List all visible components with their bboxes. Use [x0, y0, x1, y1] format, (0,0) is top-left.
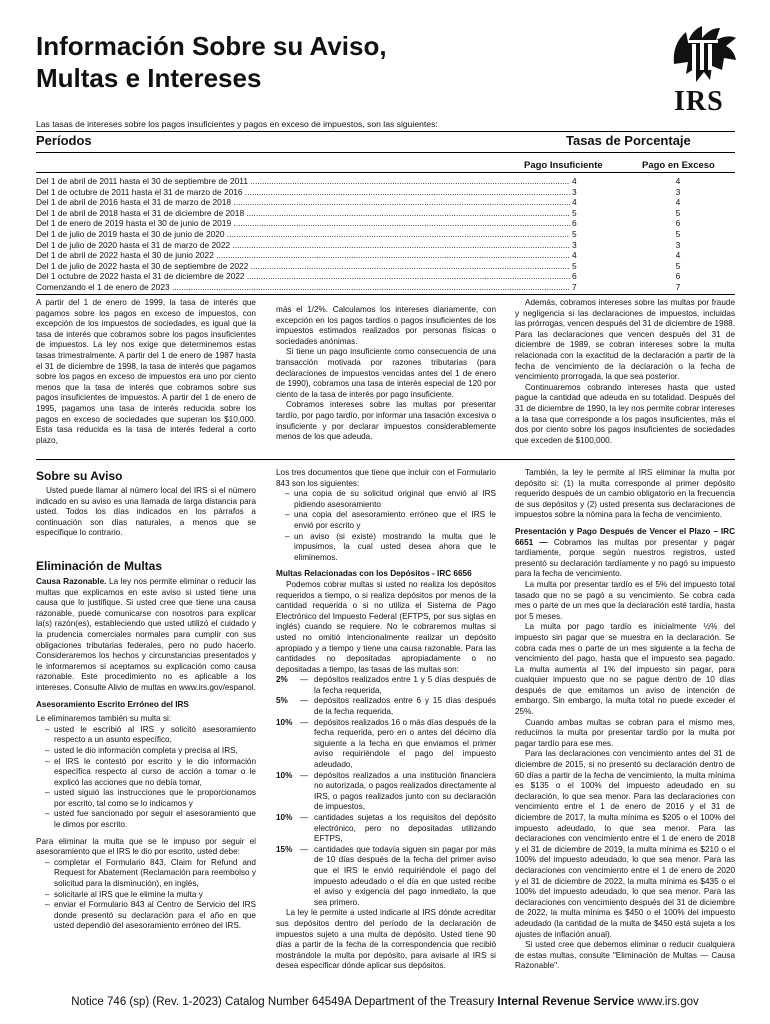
- period-cell: Del 1 de abril de 2022 hasta el 30 de junio 2022 .....: [36, 250, 570, 261]
- rate-text: depósitos realizados 16 o más días después de la fecha requerida, pero en o antes del décimo día siguiente a la fecha en que enviamos el primer aviso requiriéndole el pago del impuesto adeudado,: [314, 717, 496, 770]
- page-title: [36, 30, 556, 94]
- sobre-text: [36, 486, 256, 539]
- overpayment-rate: 4: [675, 250, 681, 261]
- section-heading: Sobre su Aviso: [36, 469, 123, 483]
- title-line-2: Multas e Intereses: [36, 63, 262, 93]
- underpayment-rate: 4: [570, 250, 608, 261]
- divider: [36, 459, 735, 460]
- bullet-list: [36, 858, 256, 932]
- paragraph: Podemos cobrar multas si usted no realiza los depósitos requeridos a tiempo, o si realiza depósitos por menos de la cantidad requerida o si no utiliza el Sistema de Pago Electrónico del Impuesto Federal (EFTPS, por sus siglas en inglés) cuando se requiere. No le cobraremos multas si usted no omitió intencionalmente realizar un depósito apropiado y a tiempo y tiene una causa razonable. Para las cantidades no depositadas apropiadamente o no depositadas a tiempo, las tasas de las multas son:: [276, 579, 496, 674]
- paragraph: La multa por presentar tardío es el 5% del impuesto total tasado que no se pagó a su vencimiento. Se cobra cada mes o parte de un mes que la declaración esté tardía, hasta por 5 meses.: [515, 579, 735, 621]
- paragraph: Si tiene un pago insuficiente como consecuencia de una transacción motivada por razones tributarias (para declaraciones de impuestos vencidas antes del 1 de enero de 1990), cobramos una tasa de interés especial de 120 por ciento de la tasa de interés por pago insuficiente.: [276, 347, 496, 399]
- website-link[interactable]: www.irs.gov: [637, 996, 699, 1008]
- period-cell: Del 1 de julio de 2022 hasta el 30 de septiembre de 2022 .....: [36, 261, 570, 272]
- rate-percent: 2%: [276, 675, 288, 685]
- paragraph: Cuando ambas multas se cobran para el mismo mes, reducimos la multa por presentar tardío por la multa por pagar tardío para ese mes.: [515, 717, 735, 748]
- overpayment-rate: 3: [675, 239, 681, 250]
- divider: [36, 152, 735, 153]
- paragraph: Si usted cree que debemos eliminar o reducir cualquiera de estas multas, consulte "Eliminación de Multas — Causa Razonable".: [515, 940, 735, 971]
- overpayment-rate: 4: [675, 197, 681, 208]
- interest-column-3: [515, 298, 735, 446]
- eagle-icon: [666, 24, 742, 86]
- list-item: – usted fue sancionado por seguir el asesoramiento que le dimos por escrito.: [54, 809, 256, 830]
- period-cell: Comenzando el 1 de enero de 2023 .....: [36, 282, 570, 293]
- rate-row: [36, 218, 735, 229]
- periods-header: Períodos: [36, 133, 92, 148]
- paragraph: Cobramos intereses sobre las multas por presentar tardío, por pago tardío, por informar una tasación excesiva o insuficiente y por declarar impuestos considerablemente menos de los que adeuda.: [276, 400, 496, 442]
- period-cell: Del 1 de abril de 2011 hasta el 30 de septiembre de 2011 .....: [36, 176, 570, 187]
- underpayment-rate: 4: [570, 197, 608, 208]
- overpayment-rate: 5: [675, 207, 681, 218]
- rate-row: [36, 197, 735, 208]
- paragraph-text: Cobramos las multas por presentar y pagar tardíamente, porque según nuestros registros, usted presentó su declaración tardíamente y no pagó su impuesto para la fecha de vencimiento.: [515, 537, 735, 579]
- underpayment-rate: 5: [570, 229, 608, 240]
- paragraph: más el 1/2%. Calculamos los intereses diariamente, con excepción en los pagos tardíos o pagos insuficientes de los impuestos estimados realizados por personas físicas o sociedades anónimas.: [276, 305, 496, 346]
- late-filing-column: [515, 468, 735, 972]
- rate-row: [36, 282, 735, 293]
- underpayment-rate: 5: [570, 261, 608, 272]
- rate-row: [36, 271, 735, 282]
- rate-percent: 5%: [276, 696, 288, 706]
- section-heading: Eliminación de Multas: [36, 559, 163, 573]
- subheading: Asesoramiento Escrito Erróneo del IRS: [36, 699, 189, 709]
- footer: [0, 996, 770, 1008]
- paragraph: Usted puede llamar al número local del IRS si el número indicado en su aviso es una llamada de larga distancia para usted. Todos los días indicados en los párrafos a continuación son días naturales, a menos que se especifique lo contrario.: [36, 486, 256, 538]
- rate-row: [36, 229, 735, 240]
- paragraph: Además, cobramos intereses sobre las multas por fraude y negligencia si las declaraciones de impuestos, incluidas las prórrogas, vencen después del 31 de diciembre de 1988. Para las declaraciones que vencen después del 31 de diciembre de 1989, se cobran intereses sobre la multa relacionada con la exactitud de la declaración a partir de la fecha de vencimiento de la declaración o la fecha de vencimiento prorrogada, la que sea posterior.: [515, 298, 735, 382]
- overpayment-rate: 7: [675, 281, 681, 292]
- paragraph: La multa por pago tardío es inicialmente ½% del impuesto sin pagar que se muestra en la declaración. Se cobra cada mes o parte de un mes siguiente a la fecha de vencimiento del pago, hasta que el impuesto sea pagado. La multa aumenta al 1% del impuesto sin pagar, para cualquier impuesto que no se pague dentro de 10 días después de que emitamos un aviso de intención de embargo. Sin embargo, la multa total no puede exceder el 25%.: [515, 622, 735, 717]
- irs-eagle-logo: [666, 24, 742, 116]
- period-cell: Del 1 de octubre de 2011 hasta el 31 de marzo de 2016 .....: [36, 187, 570, 198]
- reasonable-cause-text: La ley nos permite eliminar o reducir las multas que explicamos en este aviso si usted tiene una causa que lo justifique. Si usted cree que tiene una causa razonable, puede comunicarse con nosotros para explicar la(s) razón(es), estableciendo que usted utilizó el cuidado y la prudencia comerciales normales para cumplir con sus obligaciones tributarias federales, pero no pudo hacerlo. Consideraremos los hechos y circunstancias presentados y le informaremos si aceptamos su explicación como causa razonable. Este procedimiento no es aplicable a los intereses. Consulte Alivio de multas en www.irs.gov/espanol.: [36, 577, 256, 692]
- paragraph: Continuaremos cobrando intereses hasta que usted pague la cantidad que adeuda en su totalidad. Después del 31 de diciembre de 1990, la ley nos permite cobrar intereses a la tasa que corresponde a los pagos insuficientes, más el dos por ciento sobre los pagos insuficientes de sociedades que exceden de $100,000.: [515, 382, 735, 445]
- rate-dash: —: [300, 717, 309, 727]
- paragraph: La ley le permite a usted indicarle al IRS dónde acreditar sus depósitos dentro del período de la declaración de impuestos sujeto a una multa de depósito. Usted tiene 90 días a partir de la fecha de la correspondencia que recibió mostrándole la multa por depósito, para avisarle al IRS si desea especificar dónde aplicar sus depósitos.: [276, 908, 496, 971]
- list-item: – solicitarle al IRS que le elimine la multa y: [54, 890, 256, 901]
- overpayment-rate: 5: [675, 260, 681, 271]
- rates-header: Tasas de Porcentaje: [566, 133, 691, 148]
- list-item: – un aviso (si existe) mostrando la multa que le impusimos, la cual usted desea ahora que le eliminemos.: [294, 532, 496, 564]
- rate-percent: 10%: [276, 813, 293, 822]
- list-item: – una copia de su solicitud original que envió al IRS pidiendo asesoramiento: [294, 489, 496, 510]
- paragraph: [515, 527, 735, 580]
- subheading: Multas Relacionadas con los Depósitos - IRC 6656: [276, 569, 472, 579]
- rate-dash: —: [300, 844, 309, 854]
- agency-name: Internal Revenue Service: [497, 996, 635, 1008]
- paragraph: Le eliminaremos también su multa si:: [36, 714, 172, 724]
- elimination-column: [36, 577, 256, 932]
- rate-row: [36, 240, 735, 251]
- reasonable-cause-label: Causa Razonable.: [36, 577, 107, 586]
- title-line-1: Información Sobre su Aviso,: [36, 31, 387, 61]
- paragraph: Para eliminar la multa que se le impuso por seguir el asesoramiento que el IRS le dio por escrito, usted debe:: [36, 836, 256, 857]
- period-cell: Del 1 de abril de 2016 hasta el 31 de marzo de 2018 .....: [36, 197, 570, 208]
- divider: [36, 131, 735, 132]
- bullet-list: [276, 489, 496, 563]
- overpayment-rate: 4: [675, 176, 681, 186]
- divider: [36, 294, 735, 295]
- period-cell: Del 1 de enero de 2019 hasta el 30 de junio de 2019 .....: [36, 218, 570, 229]
- overpayment-rate: 6: [675, 271, 681, 282]
- rate-percent: 10%: [276, 770, 293, 780]
- notice-number: Notice 746 (sp) (Rev. 1-2023) Catalog Number 64549A Department of the Treasury: [71, 996, 495, 1008]
- rate-text: depósitos realizados entre 1 y 5 días después de la fecha requerida,: [314, 675, 496, 695]
- overpayment-column-header: Pago en Exceso: [642, 160, 715, 171]
- subheading: Presentación y Pago Después de Vencer el Plazo – IRC 6651 —: [515, 526, 735, 547]
- rate-percent: 15%: [276, 844, 293, 854]
- intro-text: Las tasas de intereses sobre los pagos insuficientes y pagos en exceso de impuestos, son las siguientes:: [36, 119, 438, 129]
- deposits-column: [276, 468, 496, 972]
- rate-row: [36, 208, 735, 219]
- list-item: – usted le dio información completa y precisa al IRS,: [54, 746, 256, 757]
- period-cell: Del 1 de julio de 2019 hasta el 30 de junio de 2020 .....: [36, 229, 570, 240]
- rate-row: [36, 250, 735, 261]
- underpayment-rate: 3: [570, 240, 608, 251]
- rate-text: depósitos realizados entre 6 y 15 días después de la fecha requerida,: [314, 696, 496, 717]
- underpayment-rate: 6: [570, 271, 608, 282]
- underpayment-rate: 7: [570, 282, 608, 293]
- period-cell: Del 1 octubre de 2022 hasta el 31 de diciembre de 2022 .....: [36, 271, 570, 282]
- underpayment-rate: 3: [570, 187, 608, 198]
- underpayment-rate: 5: [570, 208, 608, 219]
- rate-dash: —: [300, 675, 309, 685]
- period-cell: Del 1 de abril de 2018 hasta el 31 de diciembre de 2018 .....: [36, 208, 570, 219]
- list-item: – usted siguió las instrucciones que le proporcionamos por escrito, tal como se lo indicamos y: [54, 788, 256, 809]
- rate-text: cantidades sujetas a los requisitos del depósito electrónico, pero no depositadas utilizando EFTPS,: [314, 813, 496, 844]
- rates-table: [36, 176, 735, 293]
- overpayment-rate: 6: [675, 218, 681, 229]
- paragraph: Para las declaraciones con vencimiento antes del 31 de diciembre de 2015, si no presentó su declaración dentro de 60 días a partir de la fecha de vencimiento, la multa mínima es $135 o el 100% del impuesto adeudado en su declaración, lo que sea menor. Para las declaraciones con vencimiento entre el 1 de enero de 2016 y el 31 de diciembre de 2017, la multa mínima es $205 o el 100% del impuesto adeudado, lo que sea menor. Para las declaraciones con vencimiento entre el 1 de enero de 2018 y el 31 de diciembre de 2019, la multa mínima es $210 o el 100% del impuesto adeudado, lo que sea menor. Para las declaraciones con vencimiento entre el 1 de enero de 2020 y el 31 de diciembre de 2022, la multa mínima es $435 o el 100% del impuesto adeudado, lo que sea menor. Para las declaraciones con vencimiento después del 31 de diciembre de 2022, la multa mínima es $450 o el 100% del impuesto adeudado (la cantidad de la multa de $450 está sujeta a los ajustes de inflación anual).: [515, 749, 735, 939]
- list-item: – el IRS le contestó por escrito y le dio información específica respecto al curso de acción a tomar o le explicó las acciones que no debía tomar,: [54, 757, 256, 789]
- paragraph: También, la ley le permite al IRS eliminar la multa por depósito si: (1) la multa corresponde al primer depósito requerido después de un cambio obligatorio en la frecuencia de sus depósitos y (2) usted presenta sus declaraciones de impuestos sobre la nómina para la fecha de vencimiento.: [515, 468, 735, 520]
- overpayment-rate: 5: [675, 228, 681, 239]
- overpayment-rate: 3: [675, 186, 681, 197]
- rate-dash: —: [300, 696, 309, 706]
- interest-column-2: [276, 305, 496, 443]
- interest-paragraph: A partir del 1 de enero de 1999, la tasa de interés que pagamos sobre los pagos en exceso de impuestos, con excepción de los impuestos de sociedades, es igual que la tasa de interés que cobramos sobre los pagos insuficientes de impuestos. La ley nos exige que determinemos estas tasas trimestralmente. A partir del 1 de enero de 1987 hasta el 31 de diciembre de 1998, la tasa de interés que pagamos sobre los pagos en exceso de impuestos era uno por ciento menos que la tasa de interés que cobramos sobre sus pagos insuficientes de impuestos. A partir del 1 de enero de 1995, pagamos una tasa de interés reducida sobre los pagos en exceso de sociedades que superan los $10,000. Esta tasa reducida es la tasa de interés federal a corto plazo,: [36, 298, 256, 445]
- list-item: – una copia del asesoramiento erróneo que el IRS le envió por escrito y: [294, 510, 496, 531]
- rate-text: depósitos realizados a una institución financiera no autorizada, o pagos realizados directamente al IRS, o pagos realizados junto con su declaración de impuestos,: [314, 770, 496, 812]
- rate-row: [36, 176, 735, 187]
- rate-percent: 10%: [276, 717, 293, 727]
- rate-row: [36, 261, 735, 272]
- paragraph: [36, 577, 256, 694]
- rate-dash: —: [300, 813, 309, 822]
- list-item: – completar el Formulario 843, Claim for Refund and Request for Abatement (Reclamación para reembolso y solicitud para la disminución), en inglés,: [54, 858, 256, 890]
- paragraph: Los tres documentos que tiene que incluir con el Formulario 843 son los siguientes:: [276, 468, 496, 488]
- list-item: – enviar el Formulario 843 al Centro de Servicio del IRS donde presentó su declaración para el año en que usted dependió del asesoramiento erróneo del IRS.: [54, 900, 256, 932]
- underpayment-rate: 6: [570, 218, 608, 229]
- divider: [36, 172, 735, 173]
- rate-dash: —: [300, 770, 309, 780]
- rate-text: cantidades que todavía siguen sin pagar por más de 10 días después de la fecha del primer aviso que el IRS le envió requiriéndole el pago del impuesto adeudado o el día en que usted recibe el aviso y exigencia del pago inmediato, la que sea primero.: [314, 844, 496, 907]
- list-item: – usted le escribió al IRS y solicitó asesoramiento respecto a un asunto específico,: [54, 725, 256, 746]
- bullet-list: [36, 725, 256, 831]
- underpayment-rate: 4: [570, 176, 608, 187]
- penalty-rate-list: [276, 675, 496, 908]
- period-cell: Del 1 de julio de 2020 hasta el 31 de marzo de 2022 .....: [36, 240, 570, 251]
- rate-row: [36, 187, 735, 198]
- irs-logo-text: IRS: [674, 86, 724, 117]
- underpayment-column-header: Pago Insuficiente: [524, 160, 603, 171]
